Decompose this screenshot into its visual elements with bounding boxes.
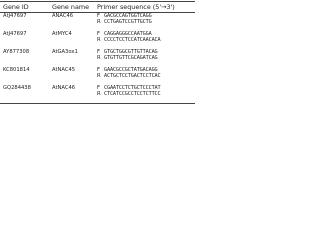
gene-name-header: Gene name	[52, 3, 90, 11]
reverse-primer-line	[97, 91, 161, 97]
table-row	[0, 85, 195, 103]
reverse-sequence: GTGTTGTTCGCAGATCAG	[104, 55, 158, 62]
forward-sequence: GTGCTGGCGTTGTTACAG	[104, 49, 158, 55]
reverse-sequence: ACTGCTCCTGACTCCTCAC	[104, 73, 161, 80]
forward-label: F	[97, 31, 100, 37]
bottom-rule	[0, 103, 195, 104]
table-row	[0, 31, 195, 49]
reverse-sequence: CCCCTCCTCCATCAACACA	[104, 37, 161, 44]
primer-sequence-cell	[97, 85, 161, 98]
gene-name-cell: AtNAC46	[52, 85, 76, 91]
gene-name-cell: AtMYC4	[52, 31, 72, 37]
forward-sequence: CGAATCCTCTGCTCCCTAT	[104, 85, 161, 91]
reverse-label: R	[97, 91, 101, 98]
primer-sequence-header: Primer sequence (5'→3')	[97, 3, 175, 11]
gene-name-cell: AtGA3ox1	[52, 49, 78, 55]
forward-label: F	[97, 13, 100, 19]
table-row	[0, 67, 195, 85]
reverse-sequence: CTCATCCGCCTCCTCTTCC	[104, 91, 161, 98]
reverse-primer-line	[97, 37, 161, 43]
forward-label: F	[97, 49, 100, 55]
primer-sequence-cell	[97, 13, 152, 26]
primer-table	[0, 0, 195, 105]
table-header	[0, 2, 195, 12]
primer-sequence-cell	[97, 49, 158, 62]
table-row	[0, 49, 195, 67]
reverse-primer-line	[97, 73, 161, 79]
gene-name-cell: AtNAC45	[52, 67, 76, 73]
gene-id-header: Gene ID	[3, 3, 29, 11]
reverse-label: R	[97, 19, 101, 26]
table-row	[0, 13, 195, 31]
reverse-sequence: CCTGAGTCCGTTGCTG	[104, 19, 152, 26]
table-body	[0, 13, 195, 103]
forward-label: F	[97, 67, 100, 73]
gene-id-cell: KC801814	[3, 67, 30, 73]
gene-id-cell: GQ284438	[3, 85, 31, 91]
gene-id-cell: AtJ47697	[3, 31, 27, 37]
reverse-label: R	[97, 55, 101, 62]
gene-id-cell: AtJ47697	[3, 13, 27, 19]
primer-sequence-cell	[97, 31, 161, 44]
gene-name-cell: ANAC46	[52, 13, 74, 19]
reverse-primer-line	[97, 19, 152, 25]
forward-sequence: GACGCCAGTGGTCAGG	[104, 13, 152, 19]
forward-sequence: GAACGCCGCTATGACAGG	[104, 67, 158, 73]
primer-sequence-cell	[97, 67, 161, 80]
reverse-primer-line	[97, 55, 158, 61]
reverse-label: R	[97, 73, 101, 80]
forward-label: F	[97, 85, 100, 91]
forward-sequence: CAGGAGGGCCAATGGA	[104, 31, 152, 37]
reverse-label: R	[97, 37, 101, 44]
gene-id-cell: AY877308	[3, 49, 30, 55]
